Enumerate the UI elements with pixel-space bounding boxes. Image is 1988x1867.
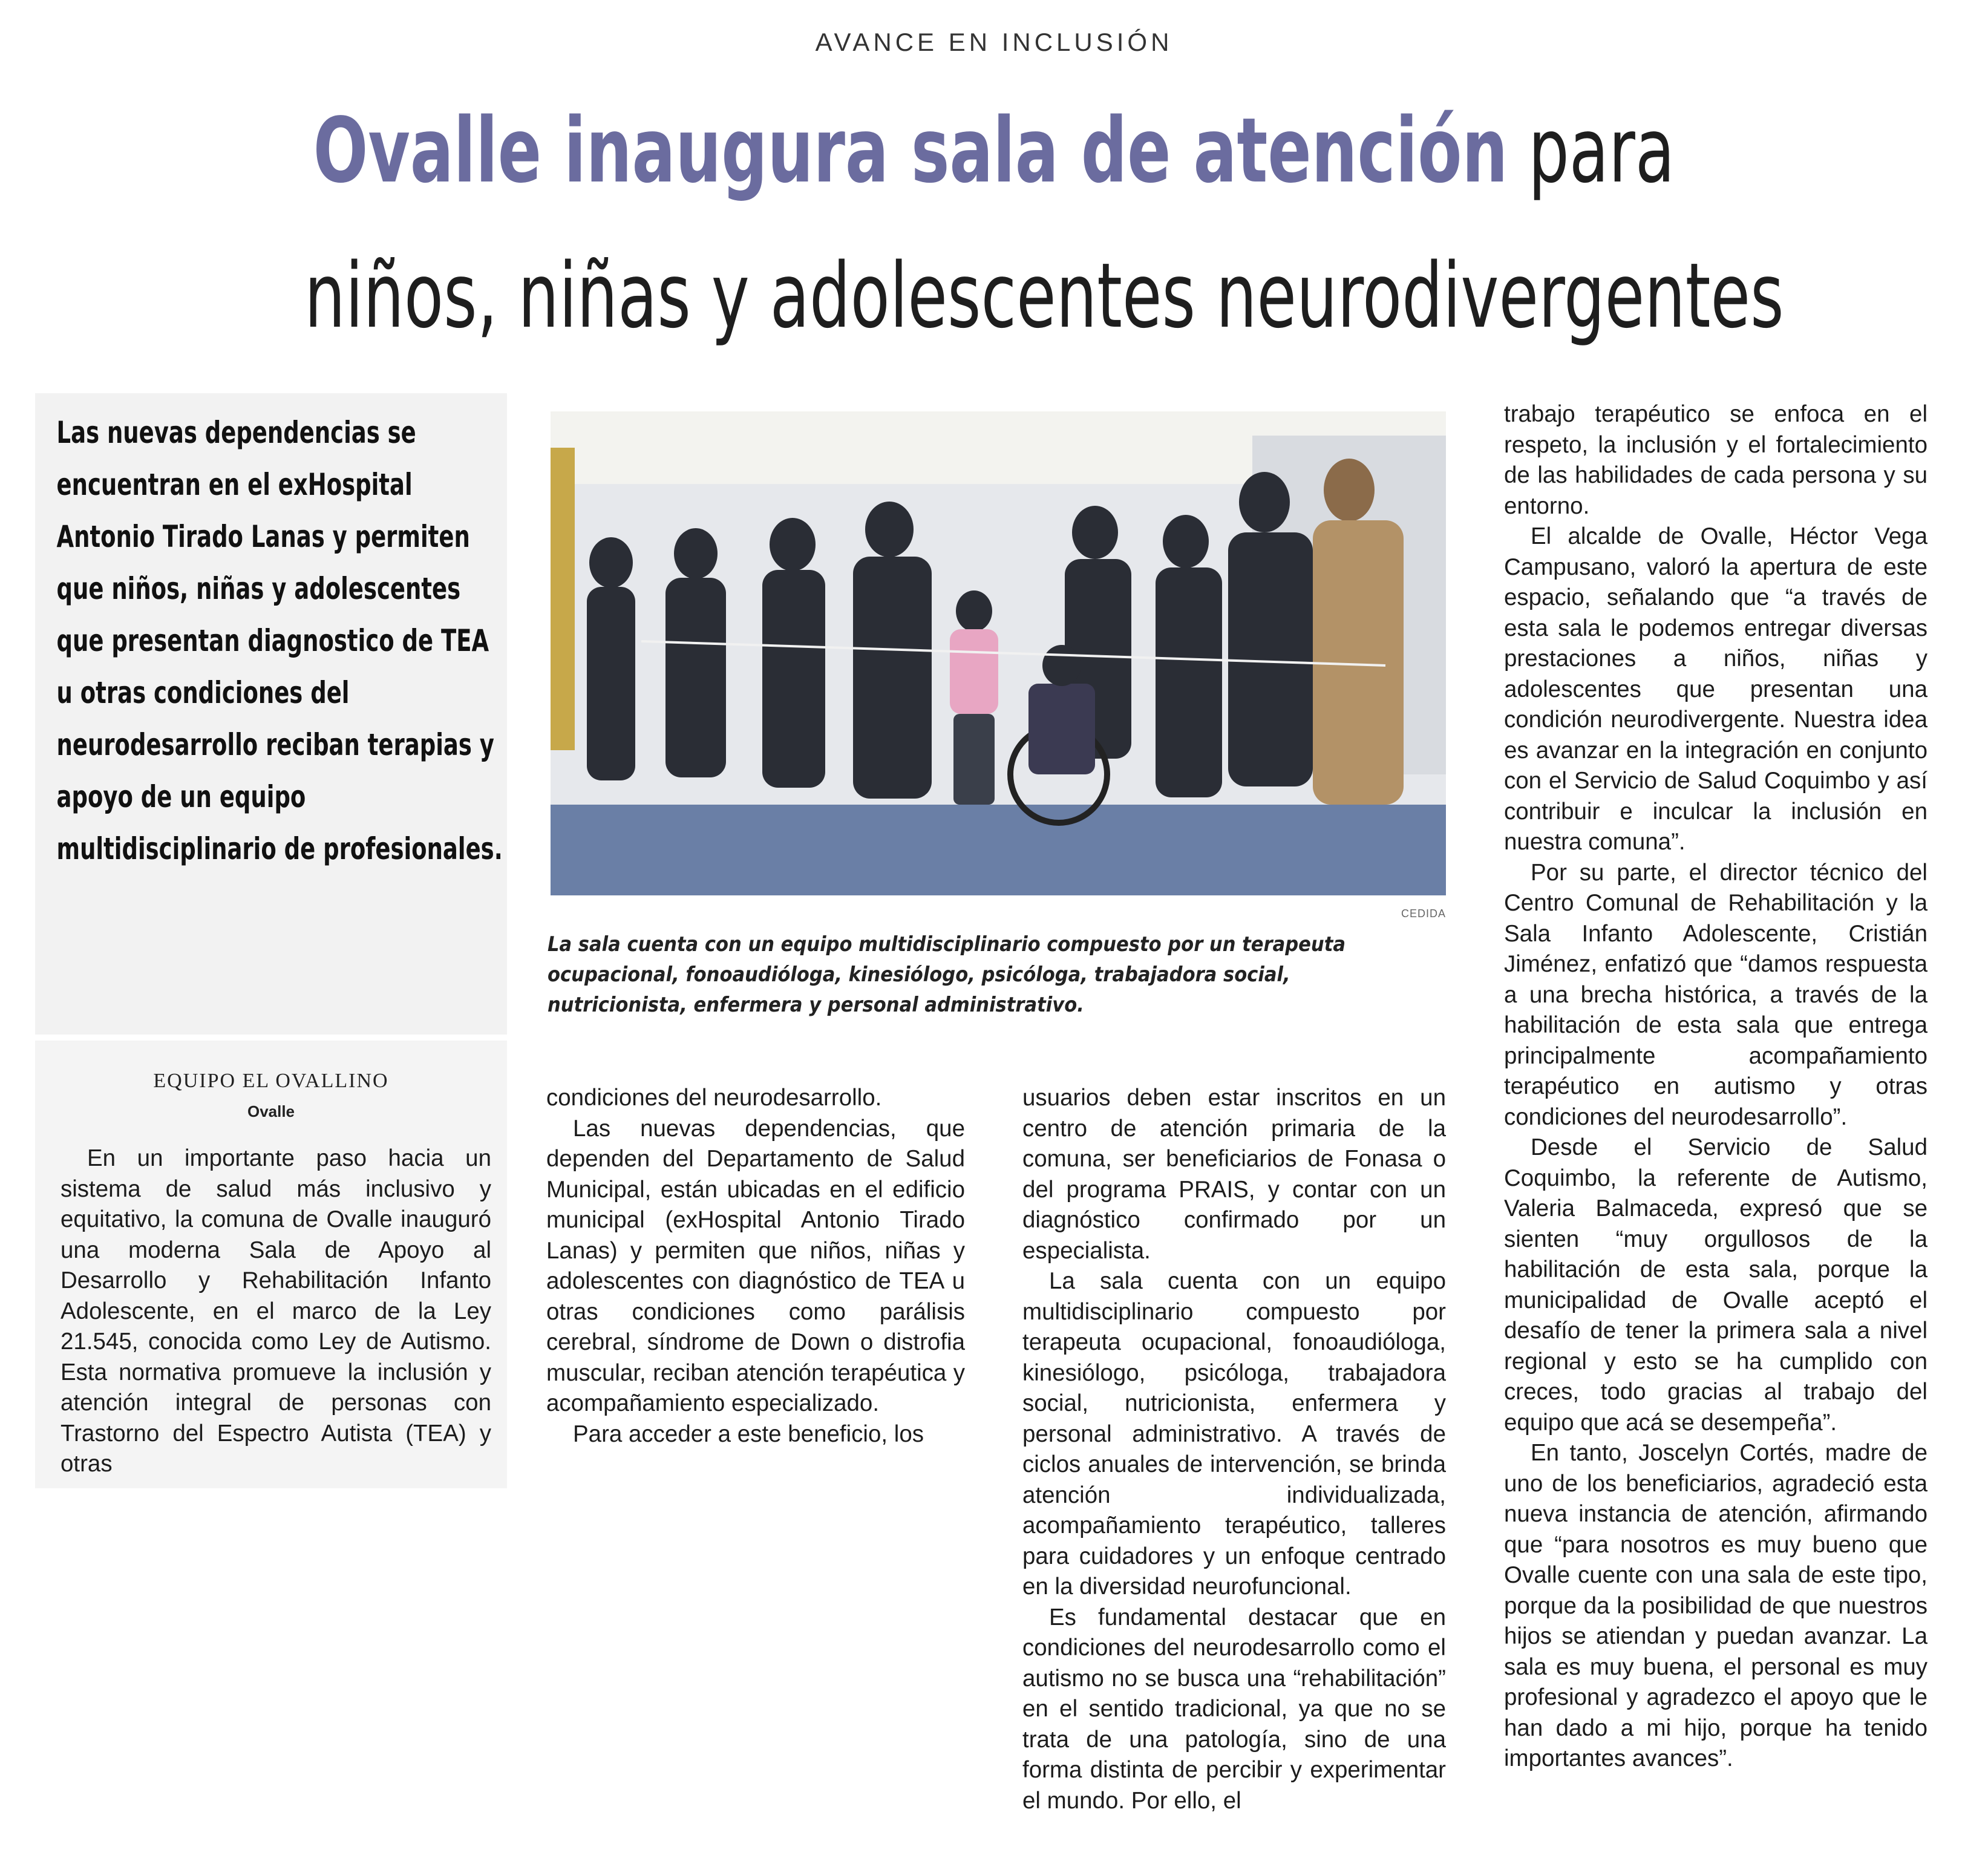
paragraph: Desde el Servicio de Salud Coquimbo, la referente de Autismo, Valeria Balmaceda, expresó que se sienten “muy orgullosos de la habilitación de esta sala, porque la municipalidad de Ovalle aceptó el desafío de tener la primera sala a nivel regional y esto se ha cumplido con creces, todo gracias al trabajo del equipo que acá se desempeña”. (1504, 1134, 1928, 1436)
paragraph: El alcalde de Ovalle, Héctor Vega Campusano, valoró la apertura de este espacio, señalando que “a través de esta sala le podemos entregar diversas prestaciones a niños, niñas y adolescentes que presentan una condición neurodivergente. Nuestra idea es avanzar en la integración en conjunto con el Servicio de Salud Coquimbo y así contribuir e inculcar la inclusión en nuestra comuna”. (1504, 523, 1928, 855)
paragraph: Las nuevas dependencias, que dependen del Departamento de Salud Municipal, están ubicadas en el edificio municipal (exHospital Antonio Tirado Lanas) y permiten que niños, niñas y adolescentes con diagnóstico de TEA u otras condiciones como parálisis cerebral, síndrome de Down o distrofia muscular, reciban atención terapéutica y acompañamiento especializado. (546, 1115, 965, 1416)
paragraph: Por su parte, el director técnico del Centro Comunal de Rehabilitación y la Sala Infanto Adolescente, Cristián Jiménez, enfatizó que “damos respuesta a una brecha histórica, a través de la habilitación de esta sala que entrega principalmente acompañamiento terapéutico en autismo y otras condiciones del neurodesarrollo”. (1504, 859, 1928, 1130)
headline-line-2: niños, niñas y adolescentes neurodivergentes (304, 244, 1784, 348)
paragraph: En un importante paso hacia un sistema de salud más inclusivo y equitativo, la comuna de Ovalle inauguró una moderna Sala de Apoyo al Desarrollo y Rehabilitación Infanto Adolescente, en el marco de la Ley 21.545, conocida como Ley de Autismo. Esta normativa promueve la inclusión y atención integral de personas con Trastorno del Espectro Autista (TEA) y otras (60, 1145, 491, 1477)
headline-highlight: Ovalle inaugura sala de atención (313, 99, 1508, 203)
body-column-3 (1022, 1083, 1446, 1816)
lede-text: Las nuevas dependencias se encuentran en el exHospital Antonio Tirado Lanas y permiten que niños, niñas y adolescentes que presentan diagnostico de TEA u otras condiciones del neurodesarrollo reciban terapias y apoyo de un equipo multidisciplinario de profesionales. (56, 415, 503, 866)
paragraph: usuarios deben estar inscritos en un centro de atención primaria de la comuna, ser beneficiarios de Fonasa o del programa PRAIS, y contar con un diagnóstico confirmado por un especialista. (1022, 1085, 1446, 1264)
section-kicker: AVANCE EN INCLUSIÓN (815, 28, 1173, 56)
body-column-4 (1504, 399, 1928, 1774)
paragraph: Para acceder a este beneficio, los (573, 1421, 924, 1447)
lede-box (35, 393, 507, 1035)
paragraph: En tanto, Joscelyn Cortés, madre de uno de los beneficiarios, agradeció esta nueva instancia de atención, afirmando que “para nosotros es muy bueno que Ovalle cuente con una sala de este tipo, porque da la posibilidad de que nuestros hijos se atiendan y puedan avanzar. La sala es muy buena, el personal es muy profesional y agradezco el apoyo que le han dado a mi hijo, porque ha tenido importantes avances”. (1504, 1440, 1928, 1771)
dateline: Ovalle (247, 1102, 295, 1120)
headline-line-1 (304, 99, 1684, 203)
headline-rest: para (1508, 99, 1675, 203)
photo-illustration (551, 411, 1446, 895)
news-photo (551, 411, 1446, 895)
photo-credit: CEDIDA (1401, 907, 1446, 920)
paragraph: La sala cuenta con un equipo multidisciplinario compuesto por terapeuta ocupacional, fonoaudióloga, kinesiólogo, psicóloga, trabajadora social, nutricionista, enfermera y personal administrativo. A través de ciclos anuales de intervención, se brinda atención individualizada, acompañamiento terapéutico, talleres para cuidadores y un enfoque centrado en la diversidad neurofuncional. (1022, 1268, 1446, 1600)
body-column-1 (60, 1143, 491, 1480)
body-column-2 (546, 1083, 965, 1450)
photo-caption: La sala cuenta con un equipo multidisciplinario compuesto por un terapeuta ocupacional, fonoaudióloga, kinesiólogo, psicóloga, trabajadora social, nutricionista, enfermera y personal administrativo. (548, 932, 1346, 1017)
paragraph: Es fundamental destacar que en condiciones del neurodesarrollo como el autismo no se busca una “rehabilitación” en el sentido tradicional, ya que no se trata de una patología, sino de una forma distinta de percibir y experimentar el mundo. Por ello, el (1022, 1604, 1446, 1814)
byline: EQUIPO EL OVALLINO (153, 1070, 389, 1092)
paragraph: condiciones del neurodesarrollo. (546, 1085, 882, 1111)
paragraph: trabajo terapéutico se enfoca en el respeto, la inclusión y el fortalecimiento de las habilidades de cada persona y su entorno. (1504, 401, 1928, 519)
